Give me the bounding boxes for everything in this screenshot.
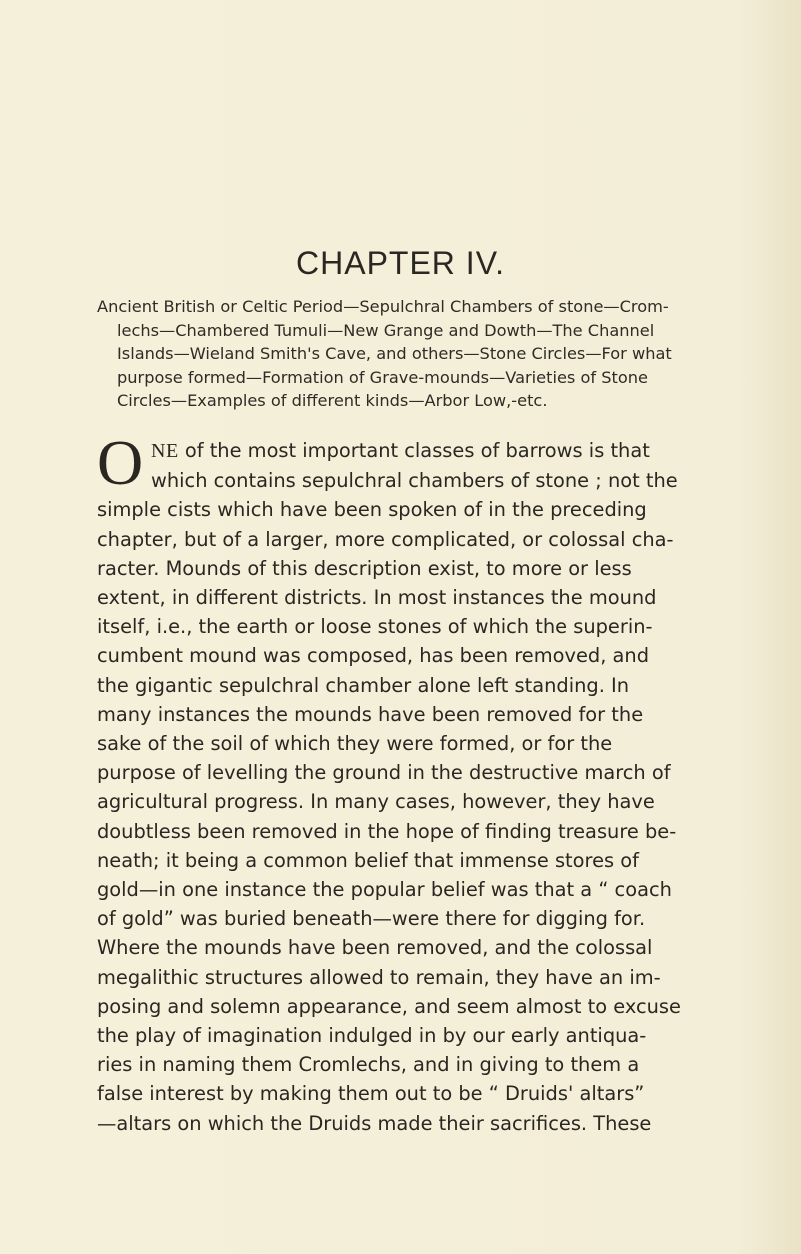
chapter-summary (97, 295, 717, 413)
summary-line: Islands—Wieland Smith's Cave, and others—Stone Circles—For what (117, 344, 672, 364)
body-line: which contains sepulchral chambers of stone ; not the (151, 469, 678, 493)
chapter-title: CHAPTER IV. (296, 245, 505, 281)
summary-line: Circles—Examples of different kinds—Arbor Low,-etc. (117, 391, 548, 411)
summary-line: lechs—Chambered Tumuli—New Grange and Dowth—The Channel (117, 320, 655, 340)
body-line: sake of the soil of which they were formed, or for the (97, 732, 613, 756)
body-line: agricultural progress. In many cases, however, they have (97, 790, 655, 814)
body-line: false interest by making them out to be “ Druids' altars” (97, 1082, 645, 1106)
body-line: itself, i.e., the earth or loose stones of which the superin- (97, 615, 653, 639)
body-line: simple cists which have been spoken of in the preceding (97, 498, 647, 522)
body-line: gold—in one instance the popular belief was that a “ coach (97, 878, 672, 902)
body-line: neath; it being a common belief that immense stores of (97, 848, 639, 872)
first-line-text: of the most important classes of barrows is that (178, 439, 650, 462)
body-line: the play of imagination indulged in by our early antiqua- (97, 1024, 647, 1048)
body-paragraph (97, 427, 727, 1138)
body-line: megalithic structures allowed to remain, they have an im- (97, 965, 661, 989)
body-line: posing and solemn appearance, and seem almost to excuse (97, 994, 681, 1018)
body-line: ries in naming them Cromlechs, and in giving to them a (97, 1053, 640, 1077)
body-line: chapter, but of a larger, more complicated, or colossal cha- (97, 527, 674, 551)
body-line: purpose of levelling the ground in the destructive march of (97, 761, 671, 785)
body-line (151, 436, 727, 466)
small-caps-word: NE (151, 440, 179, 462)
summary-line: purpose formed—Formation of Grave-mounds—Varieties of Stone (117, 367, 648, 387)
summary-line: Ancient British or Celtic Period—Sepulchral Chambers of stone—Crom- (97, 297, 669, 316)
body-line: many instances the mounds have been removed for the (97, 702, 644, 726)
body-line: —altars on which the Druids made their sacrifices. These (97, 1111, 652, 1135)
body-line: of gold” was buried beneath—were there for digging for. (97, 907, 646, 931)
opening-lines (97, 427, 727, 498)
body-line: doubtless been removed in the hope of finding treasure be- (97, 819, 677, 843)
body-line: Where the mounds have been removed, and the colossal (97, 936, 653, 960)
body-line: cumbent mound was composed, has been removed, and (97, 644, 650, 668)
body-line: the gigantic sepulchral chamber alone left standing. In (97, 673, 630, 697)
body-line: racter. Mounds of this description exist, to more or less (97, 556, 632, 580)
drop-cap: O (97, 427, 144, 498)
body-line: extent, in different districts. In most instances the mound (97, 586, 657, 610)
